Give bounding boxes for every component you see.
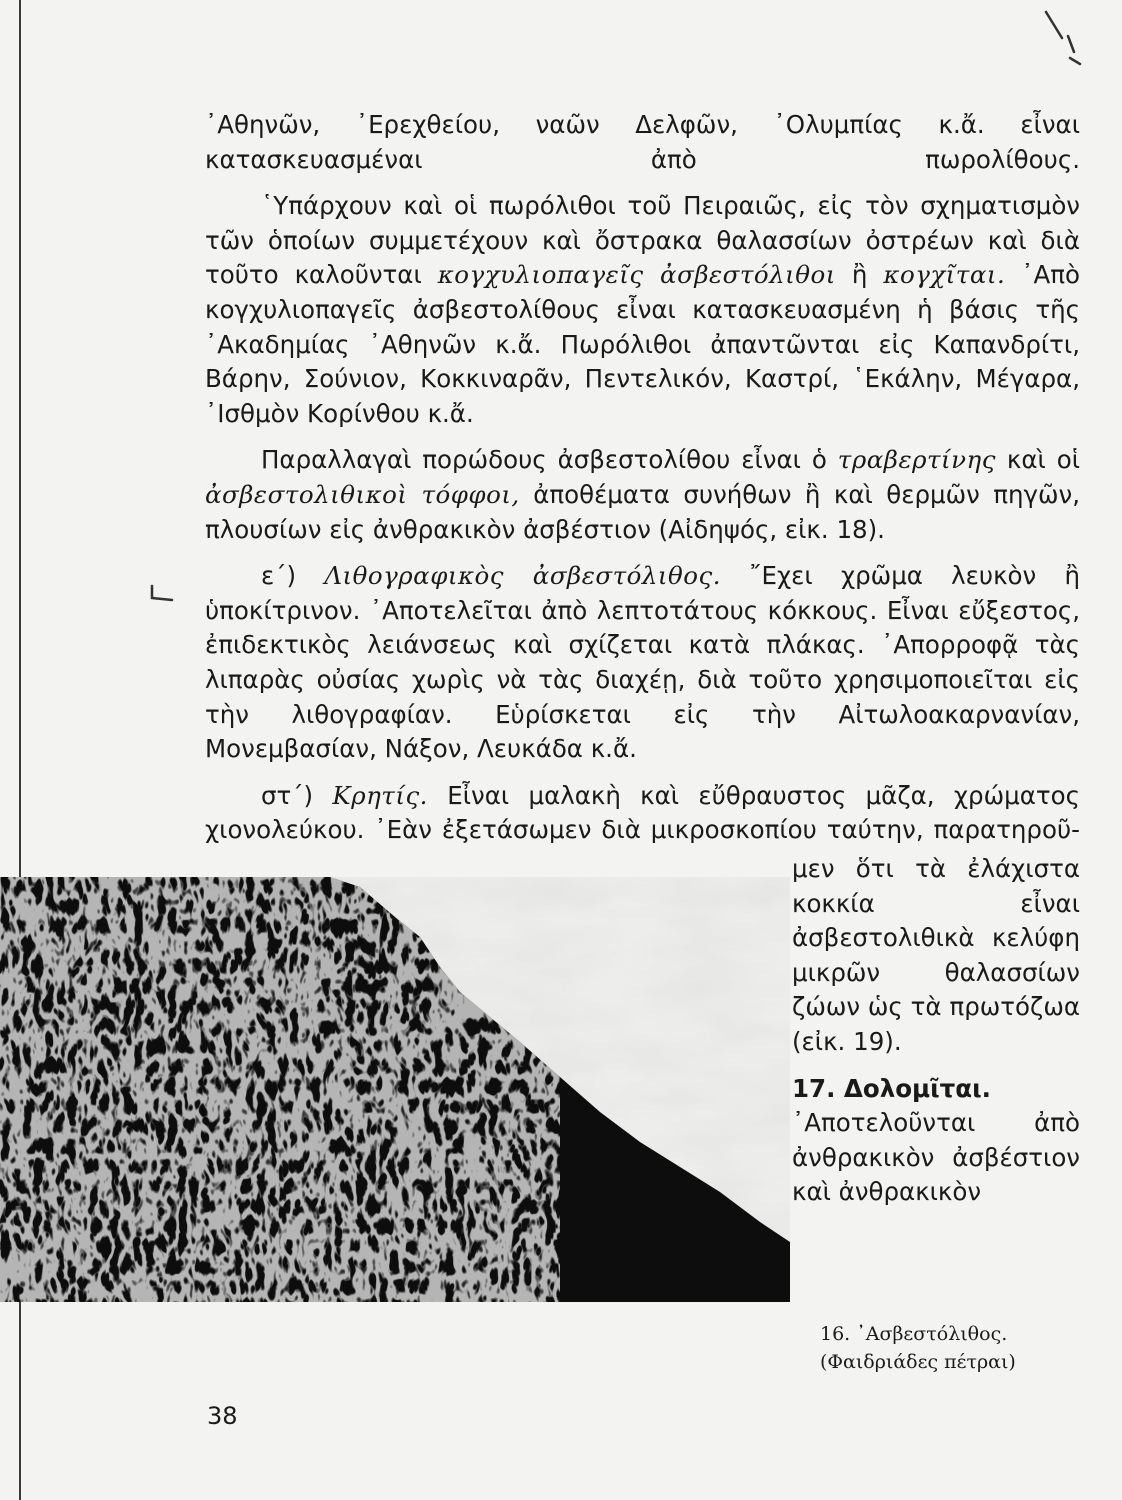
paragraph-5-continued: μεν ὅτι τὰ ἐλάχιστα κοκκία εἶναι ἀσβεστολιθικὰ κελύφη μικρῶν θαλασσίων ζώων ὡς τὰ πρωτόζωα (εἰκ. 19). xyxy=(792,854,1080,1056)
paragraph-3-text-a: Παραλλαγαὶ πορώδους ἀσβεστολίθου εἶναι ὁ xyxy=(261,445,827,475)
term-konchites: κογχῖται. xyxy=(883,260,1006,290)
pencil-corner-mark xyxy=(1040,8,1090,68)
term-tuff: ἀσβεστολιθικοὶ τόφφοι, xyxy=(205,479,520,509)
section-17 xyxy=(792,1072,1080,1210)
main-text-block xyxy=(205,108,1080,860)
paragraph-4-text: ῎Εχει χρῶμα λευκὸν ἢ ὑποκίτρινον. ᾿Αποτελεῖται ἀπὸ λεπτοτάτους κόκκους. Εἶναι εὔξεστος, ἐπιδεκτικὸς λειάνσεως καὶ σχίζεται κατὰ πλάκας. ᾿Απορροφᾷ τὰς λιπαρὰς οὐσίας χωρὶς νὰ τὰς διαχέῃ, διὰ τοῦτο χρησιμοποιεῖται εἰς τὴν λιθογραφίαν. Εὑρίσκεται εἰς τὴν Αἰτωλοακαρνανίαν, Μονεμβασίαν, Νάξον, Λευκάδα κ.ἄ. xyxy=(205,561,1080,764)
paragraph-3 xyxy=(205,443,1080,547)
paragraph-2-text-c: ᾿Απὸ κογχυλιοπαγεῖς ἀσβεστολίθους εἶναι κατασκευασμένη ἡ βάσις τῆς ᾿Ακαδημίας ᾿Αθηνῶν κ.ἄ. Πωρόλιθοι ἀπαντῶνται εἰς Καπανδρίτι, Βάρην, Σούνιον, Κοκκιναρᾶν, Πεντελικόν, Καστρί, ῾Εκάλην, Μέγαρα, ᾿Ισθμὸν Κορίνθου κ.ἄ. xyxy=(205,260,1080,428)
term-travertine: τραβερτίνης xyxy=(837,445,996,475)
term-lithographic-limestone: Λιθογραφικὸς ἀσβεστόλιθος. xyxy=(324,561,722,591)
figure-16-photo xyxy=(0,877,790,1302)
section-17-text: ᾿Αποτελοῦνται ἀπὸ ἀνθρακικὸν ἀσβέστιον καὶ ἀνθρακικὸν xyxy=(792,1108,1080,1207)
term-chalk: Κρητίς. xyxy=(332,780,428,810)
side-text-block xyxy=(792,852,1080,1222)
figure-16-caption xyxy=(820,1320,1060,1376)
term-konchyliopageis: κογχυλιοπαγεῖς ἀσβεστόλιθοι xyxy=(437,260,836,290)
paragraph-1: ᾿Αθηνῶν, ᾿Ερεχθείου, ναῶν Δελφῶν, ᾿Ολυμπίας κ.ἄ. εἶναι κατασκευασμέναι ἀπὸ πωρολίθους. xyxy=(205,110,1080,174)
paragraph-3-text-c: ἀποθέματα συνήθων ἢ καὶ θερμῶν πηγῶν, πλουσίων εἰς ἀνθρακικὸν ἀσβέστιον (Αἰδηψός, εἰκ. 18). xyxy=(205,479,1081,544)
caption-line-1: 16. ᾿Ασβεστόλιθος. xyxy=(820,1323,1008,1345)
paragraph-2-text-b: ἢ xyxy=(851,260,868,290)
paragraph-5 xyxy=(205,779,1080,848)
paragraph-2-text-a: ῾Υπάρχουν καὶ οἱ πωρόλιθοι τοῦ Πειραιῶς, εἰς τὸν σχηματισμὸν τῶν ὁποίων συμμετέχουν καὶ ὄστρακα θαλασσίων ὀστρέων καὶ διὰ τοῦτο καλοῦνται xyxy=(205,191,1080,290)
paragraph-4 xyxy=(205,559,1080,767)
item-label-e: ε΄) xyxy=(261,561,297,591)
paragraph-3-text-b: καὶ οἱ xyxy=(1006,445,1080,475)
limestone-cliff-image xyxy=(0,877,790,1302)
item-label-st: στ΄) xyxy=(261,780,314,810)
page-number: 38 xyxy=(207,1402,238,1430)
caption-line-2: (Φαιδριάδες πέτραι) xyxy=(820,1351,1016,1373)
paragraph-2 xyxy=(205,189,1080,431)
pencil-margin-mark xyxy=(146,584,176,608)
section-heading-dolomites: 17. Δολομῖται. xyxy=(792,1073,991,1103)
paragraph-5-text: Εἶναι μαλακὴ καὶ εὔθραυστος μᾶζα, χρώματος χιονολεύκου. ᾿Εὰν ἐξετάσωμεν διὰ μικροσκοπίου ταύτην, παρατηροῦ- xyxy=(205,780,1080,845)
